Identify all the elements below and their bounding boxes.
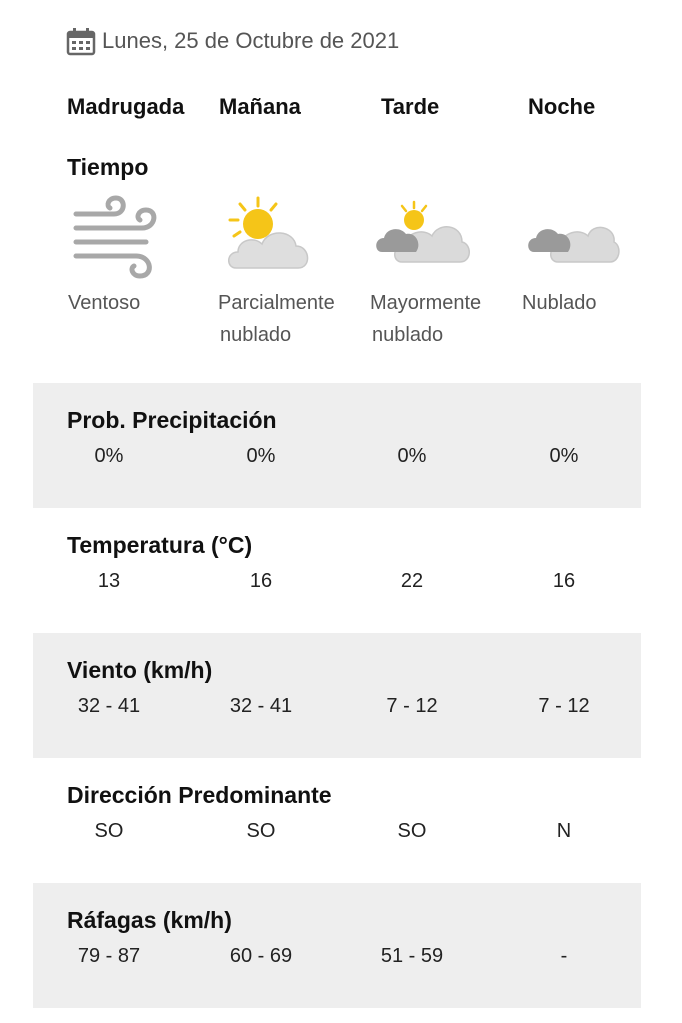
row-viento [33, 633, 641, 758]
row-title: Prob. Precipitación [67, 407, 277, 433]
tiempo-title: Tiempo [67, 154, 149, 180]
row-value: 60 - 69 [229, 945, 293, 967]
calendar-icon [66, 26, 96, 56]
desc-tarde: Mayormente nublado [370, 292, 482, 346]
period-madrugada: Madrugada [67, 94, 185, 119]
row-value: SO [246, 820, 276, 842]
row-title: Dirección Predominante [67, 782, 332, 808]
period-headers [0, 94, 682, 126]
period-manana: Mañana [219, 94, 301, 119]
row-title: Ráfagas (km/h) [67, 907, 232, 933]
row-rafagas [33, 883, 641, 1008]
row-value: 0% [246, 445, 276, 467]
row-title: Viento (km/h) [67, 657, 213, 683]
row-value: - [560, 945, 568, 967]
row-temperatura [33, 508, 641, 633]
row-value: 0% [549, 445, 579, 467]
row-value: N [556, 820, 572, 842]
row-value: 32 - 41 [229, 695, 293, 717]
wind-icon [66, 192, 166, 282]
row-direccion [33, 758, 641, 883]
row-precipitacion [33, 383, 641, 508]
row-value: 7 - 12 [538, 695, 590, 717]
mostly-cloudy-icon [372, 192, 472, 282]
cloudy-icon [522, 192, 622, 282]
row-value: 16 [249, 570, 273, 592]
partly-cloudy-icon [218, 192, 318, 282]
period-tarde: Tarde [381, 94, 440, 119]
desc-manana: Parcialmente nublado [218, 292, 335, 346]
date-label: Lunes, 25 de Octubre de 2021 [102, 28, 400, 53]
row-value: 22 [400, 570, 424, 592]
row-value: 13 [97, 570, 121, 592]
row-value: 79 - 87 [77, 945, 141, 967]
row-value: 16 [552, 570, 576, 592]
row-value: 32 - 41 [77, 695, 141, 717]
desc-madrugada: Ventoso [68, 292, 141, 314]
desc-noche: Nublado [522, 292, 597, 314]
row-value: SO [397, 820, 427, 842]
row-value: 51 - 59 [380, 945, 444, 967]
date-header [66, 24, 399, 58]
row-value: SO [94, 820, 124, 842]
row-value: 0% [397, 445, 427, 467]
row-value: 7 - 12 [386, 695, 438, 717]
period-noche: Noche [528, 94, 596, 119]
row-value: 0% [94, 445, 124, 467]
row-title: Temperatura (°C) [67, 532, 253, 558]
